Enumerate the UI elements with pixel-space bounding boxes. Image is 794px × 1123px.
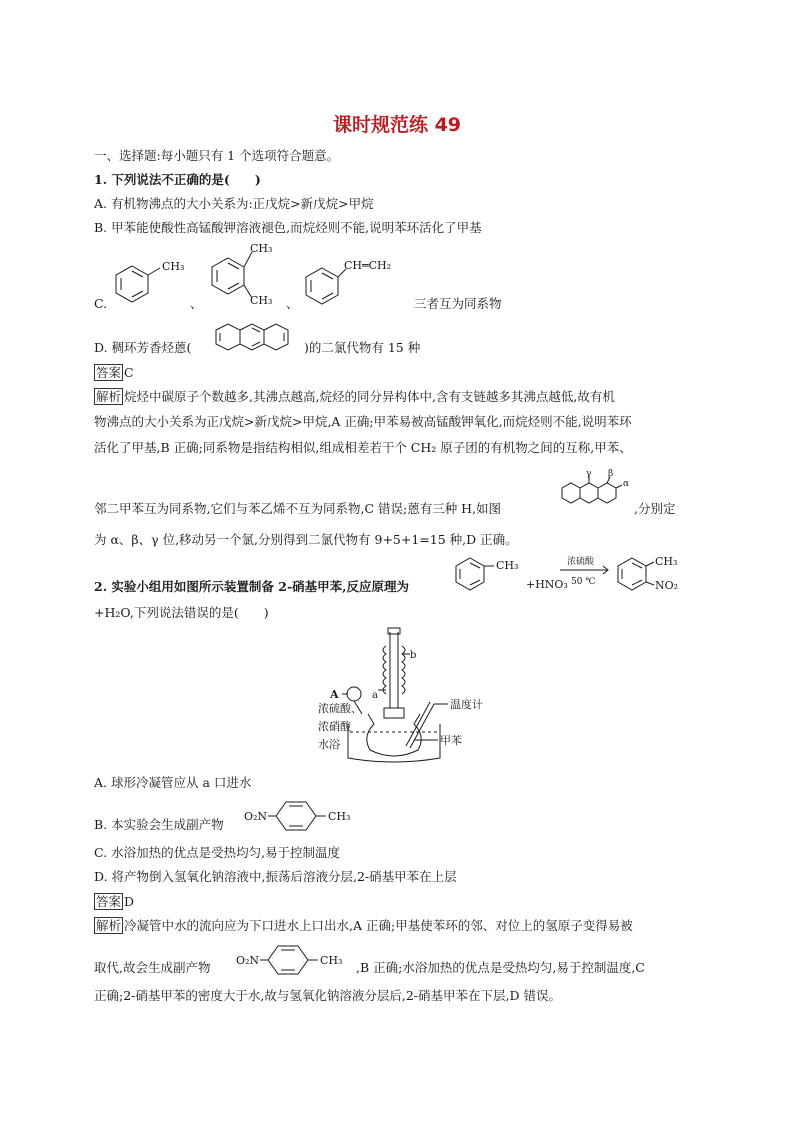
oxylene-ch3-top-label: CH₃ — [250, 242, 273, 255]
reaction-product-no2-label: NO₂ — [655, 579, 679, 592]
o-xylene-structure — [208, 240, 288, 312]
q1-stem: 1. 下列说法不正确的是( ) — [94, 172, 261, 187]
q1-analysis-line5: 为 α、β、γ 位,移动另一个氯,分别得到二氯代物有 9+5+1=15 种,D 正确。 — [94, 532, 518, 547]
answer-tag: 答案 — [96, 365, 122, 380]
q2-option-d: D. 将产物倒入氢氧化钠溶液中,振荡后溶液分层,2-硝基甲苯在上层 — [94, 869, 457, 884]
q1-analysis-line1 — [94, 388, 615, 405]
anthracene-positions-figure — [556, 470, 638, 510]
reaction-hno3-label: +HNO₃ — [526, 578, 568, 591]
alpha-label: α — [623, 479, 630, 489]
byproduct-ch3-label: CH₃ — [328, 810, 351, 823]
reaction-ch3-label: CH₃ — [496, 559, 519, 572]
styrene-structure — [302, 256, 412, 312]
gamma-label: γ — [586, 469, 592, 479]
q2-analysis-line3: 正确;2-硝基甲苯的密度大于水,故与氢氧化钠溶液分层后,2-硝基甲苯在下层,D 错误。 — [94, 988, 561, 1003]
funnel-A-label: A — [330, 688, 339, 701]
anthracene-structure — [208, 320, 304, 356]
q2-option-a: A. 球形冷凝管应从 a 口进水 — [94, 775, 252, 790]
condenser-b-label: b — [410, 650, 417, 661]
h2so4-label: 浓硫酸、 — [318, 702, 362, 715]
q2-analysis-line2b: ,B 正确;水浴加热的优点是受热均匀,易于控制温度,C — [356, 960, 645, 975]
byproduct2-o2n-label: O₂N — [236, 954, 260, 967]
q2-stem-b: +H₂O,下列说法错误的是( ) — [94, 605, 269, 620]
q2-option-c: C. 水浴加热的优点是受热均匀,易于控制温度 — [94, 845, 341, 860]
q1-c-sep2: 、 — [286, 296, 299, 311]
water-bath-label: 水浴 — [318, 738, 340, 751]
q1-option-a: A. 有机物沸点的大小关系为:正戊烷>新戊烷>甲烷 — [94, 196, 374, 211]
section-heading: 一、选择题:每小题只有 1 个选项符合题意。 — [94, 148, 340, 163]
condenser-a-label: a — [372, 690, 378, 701]
q1-option-b: B. 甲苯能使酸性高锰酸钾溶液褪色,而烷烃则不能,说明苯环活化了甲基 — [94, 220, 482, 235]
q1-analysis-line3: 活化了甲基,B 正确;同系物是指结构相似,组成相差若干个 CH₂ 原子团的有机物之间的互称,甲苯、 — [94, 440, 632, 455]
q1-answer — [94, 364, 134, 381]
thermometer-label: 温度计 — [450, 698, 483, 711]
oxylene-ch3-bottom-label: CH₃ — [250, 294, 273, 307]
q1-option-d-post: )的二氯代物有 15 种 — [304, 340, 421, 355]
styrene-group-label: CH═CH₂ — [344, 259, 392, 272]
analysis-tag: 解析 — [96, 389, 122, 404]
q1-analysis-line2: 物沸点的大小关系为正戊烷>新戊烷>甲烷,A 正确;甲苯易被高锰酸钾氧化,而烷烃则不能,说明苯环 — [94, 414, 632, 429]
reaction-product-ch3-label: CH₃ — [655, 555, 678, 568]
q2-analysis-line2a: 取代,故会生成副产物 — [94, 960, 211, 975]
q2-answer — [94, 893, 134, 910]
analysis-text: 冷凝管中水的流向应为下口进水上口出水,A 正确;甲基使苯环的邻、对位上的氢原子变得易被 — [124, 918, 633, 933]
q1-analysis-line4a: 邻二甲苯互为同系物,它们与苯乙烯不互为同系物,C 错误;蒽有三种 H,如图 — [94, 501, 502, 516]
beta-label: β — [608, 469, 614, 479]
analysis-text: 烷烃中碳原子个数越多,其沸点越高,烷烃的同分异构体中,含有支链越多其沸点越低,故有机 — [124, 389, 615, 404]
q2-stem-text: 2. 实验小组用如图所示装置制备 2-硝基甲苯,反应原理为 — [94, 579, 409, 594]
reaction-equation — [450, 552, 700, 600]
analysis-tag: 解析 — [96, 918, 122, 933]
q1-c-sep1: 、 — [190, 296, 203, 311]
apparatus-diagram — [318, 628, 498, 768]
q1-analysis-line4b: ,分别定 — [634, 501, 676, 516]
q1-option-c-label: C. — [94, 296, 108, 311]
byproduct-structure-analysis — [236, 940, 358, 980]
q2-option-b: B. 本实验会生成副产物 — [94, 817, 224, 832]
answer-value: D — [124, 894, 135, 909]
byproduct-structure — [244, 796, 364, 836]
reaction-temp-label: 50 ℃ — [571, 577, 596, 587]
byproduct-o2n-label: O₂N — [244, 810, 268, 823]
toluene-structure — [112, 256, 192, 312]
byproduct2-ch3-label: CH₃ — [320, 954, 343, 967]
q2-stem-a — [94, 579, 409, 595]
reaction-catalyst-label: 浓硫酸 — [567, 557, 595, 567]
answer-tag: 答案 — [96, 894, 122, 909]
q1-option-c-tail: 三者互为同系物 — [414, 296, 502, 311]
page-title: 课时规范练 49 — [332, 114, 462, 136]
q2-analysis-line1 — [94, 917, 633, 934]
answer-value: C — [124, 365, 134, 380]
toluene-label: 甲苯 — [440, 734, 462, 747]
toluene-ch3-label: CH₃ — [162, 260, 185, 273]
hno3-label: 浓硝酸 — [318, 720, 351, 733]
q1-option-d-pre: D. 稠环芳香烃蒽( — [94, 340, 192, 355]
